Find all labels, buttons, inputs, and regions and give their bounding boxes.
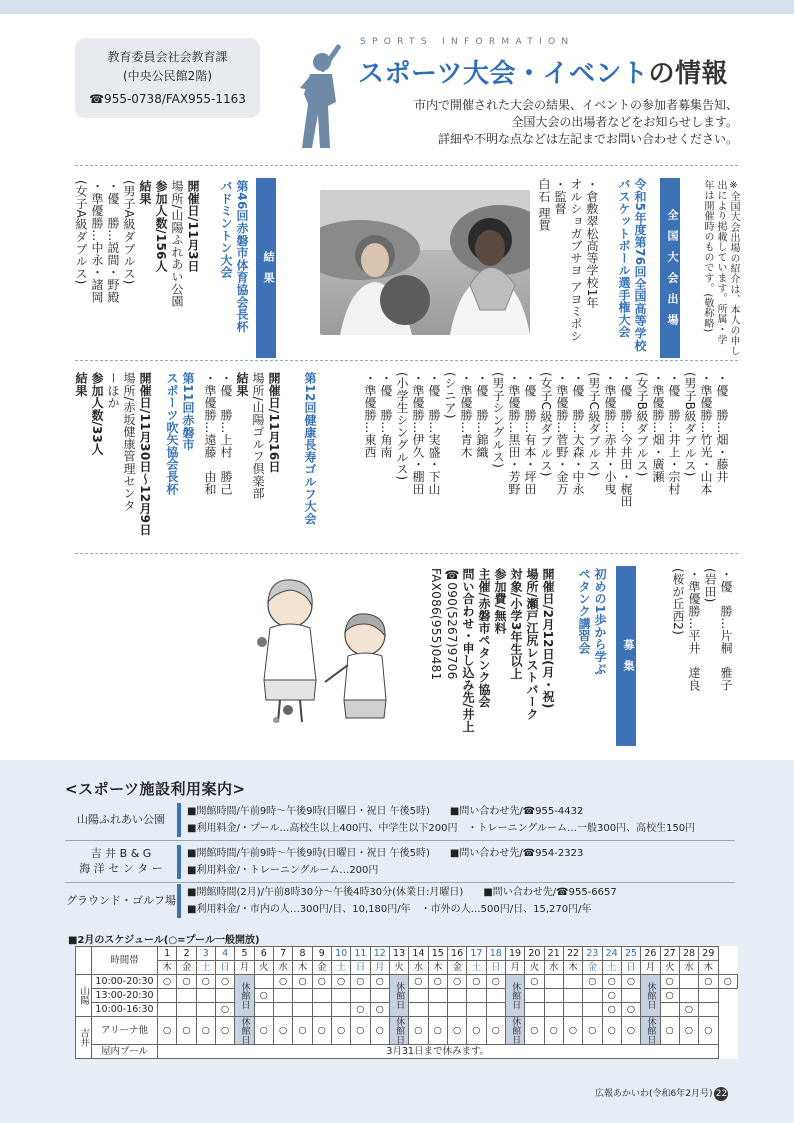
day-number: 18 (486, 947, 505, 961)
schedule-cell: ○ (254, 989, 273, 1003)
result-line: ・準優勝…畑・廣瀬 (651, 372, 665, 483)
weekday: 金 (447, 961, 466, 975)
schedule-cell (293, 1003, 312, 1017)
national-event-title: 令和5年度第76回全国高等学校 バスケットボール選手権大会 (617, 178, 647, 352)
day-number: 8 (293, 947, 312, 961)
day-number: 12 (370, 947, 389, 961)
result-line: ・準優勝…竹光・山本 (699, 372, 713, 495)
schedule-cell (447, 989, 466, 1003)
divider (75, 360, 738, 361)
badminton-details: 開催日/11月3日 場所/山陽ふれあい公園 参加人数/156人 結果 (男子A級ダブルス) ・優 勝…説間・野殿 ・準優勝…中永・諸岡 (女子A級ダブルス) (74, 180, 200, 308)
facility-fees: ■利用料金/・プール…高校生以上400円、中学生以下200円 ・トレーニングルーム…一般300円、高校生150円 (187, 823, 696, 834)
petanque-title: 初めの1歩から学ぶ ペタンク講習会 (577, 568, 607, 676)
weekday: 月 (235, 961, 254, 975)
weekday: 火 (389, 961, 408, 975)
result-line: (女子C級ダブルス) (539, 372, 553, 477)
schedule-cell (660, 1003, 679, 1017)
schedule-cell (428, 989, 447, 1003)
facility-hours: ■開館時間/午前9時〜午後9時(日曜日・祝日 午後5時) ■問い合わせ先/☎955-4432 (187, 806, 584, 817)
contact-office: 教育委員会社会教育課 (107, 50, 228, 64)
page-title: スポーツ大会・イベントの情報 (358, 59, 728, 89)
schedule-cell (525, 989, 544, 1003)
schedule-cell (486, 989, 505, 1003)
schedule-cell (447, 1003, 466, 1017)
day-number: 10 (331, 947, 350, 961)
schedule-cell (177, 1003, 196, 1017)
schedule-cell: ○ (699, 975, 718, 989)
schedule-cell (254, 975, 273, 989)
result-line: (女子B級ダブルス) (635, 372, 649, 477)
result-line: ・準優勝…東西 (363, 372, 377, 459)
schedule-cell: ○ (621, 1003, 640, 1017)
weekday: 土 (602, 961, 621, 975)
schedule-cell: ○ (331, 975, 350, 989)
weekday: 土 (467, 961, 486, 975)
contact-phone: ☎955-0738/FAX955-1163 (89, 92, 246, 106)
weekday: 火 (660, 961, 679, 975)
day-number: 17 (467, 947, 486, 961)
schedule-cell: ○ (544, 1017, 563, 1045)
basketball-photo (320, 190, 530, 335)
time-slot: 10:00-20:30 (92, 975, 158, 989)
pool-label: 屋内プール (92, 1045, 158, 1059)
result-line: ・準優勝…黒田・芳野 (507, 372, 521, 495)
day-number: 24 (602, 947, 621, 961)
schedule-cell (699, 1003, 718, 1017)
schedule-cell: ○ (602, 989, 621, 1003)
closed-cell: 休館日 (641, 975, 660, 1017)
accent-bar (177, 803, 181, 837)
schedule-cell (196, 989, 215, 1003)
schedule-cell (273, 1003, 292, 1017)
results-heading: 結果 (256, 178, 276, 358)
schedule-cell: ○ (370, 975, 389, 989)
result-line: ・優 勝…角南 (379, 372, 393, 459)
schedule-cell: ○ (177, 1017, 196, 1045)
golf-details: 開催日/11月16日 場所/山陽ゴルフ倶楽部 結果 ・優 勝…上村 勝己 ・準優勝…遠藤 由和 (203, 372, 281, 500)
time-slot: 10:00-16:30 (92, 1003, 158, 1017)
schedule-cell: ○ (467, 1017, 486, 1045)
schedule-cell (370, 989, 389, 1003)
facility-hours: ■開館時間(2月)/午前8時30分〜午後4時30分(休業日:月曜日) ■問い合わせ先/☎955-6657 (187, 887, 617, 898)
weekday: 木 (293, 961, 312, 975)
schedule-cell: ○ (602, 1003, 621, 1017)
closed-cell: 休館日 (389, 975, 408, 1017)
day-number: 15 (428, 947, 447, 961)
day-number: 28 (679, 947, 698, 961)
schedule-cell (254, 1003, 273, 1017)
schedule-cell: ○ (718, 975, 737, 989)
divider (75, 165, 738, 166)
page-number: 22 (715, 1089, 728, 1099)
closed-cell: 休館日 (641, 1017, 660, 1045)
facility-name: グラウンド・ゴルフ場 (66, 894, 176, 907)
yoshii-label: 吉井 (76, 1017, 92, 1059)
time-header: 時間帯 (92, 947, 158, 975)
schedule-day-row (76, 947, 738, 961)
day-number: 29 (699, 947, 718, 961)
schedule-cell: ○ (370, 1017, 389, 1045)
schedule-cell (273, 989, 292, 1003)
schedule-cell: ○ (621, 975, 640, 989)
weekday: 水 (679, 961, 698, 975)
weekday: 木 (158, 961, 177, 975)
national-players: ・倉敷翠松高等学校1年 オルショガブサヨ アヨミポシ ・監督 白石 理賀 (537, 178, 599, 343)
schedule-cell (177, 989, 196, 1003)
schedule-cell: ○ (486, 975, 505, 989)
schedule-cell (158, 1003, 177, 1017)
schedule-cell: ○ (196, 1017, 215, 1045)
schedule-cell (215, 989, 234, 1003)
schedule-cell: ○ (312, 975, 331, 989)
result-line: ・優 勝…錦織 (475, 372, 489, 459)
weekday: 水 (544, 961, 563, 975)
footer: 広報あかいわ(令和6年2月号) 22 (595, 1089, 728, 1099)
result-line: ・優 勝…今井田・梶田 (619, 372, 633, 508)
schedule-cell (563, 975, 582, 989)
facility-fees: ■利用料金/・市内の人…300円/日、10,180円/年 ・市外の人…500円/日、15,270円/年 (187, 904, 592, 915)
schedule-cell (312, 1003, 331, 1017)
fukiya-results: ・優 勝…片桐 雅子 (岩田) ・準優勝…平井 達良 (桜が丘西2) (671, 568, 733, 691)
schedule-cell: ○ (409, 975, 428, 989)
result-line: (男子C級ダブルス) (587, 372, 601, 477)
schedule-cell: ○ (196, 975, 215, 989)
result-line: ・優 勝…有本・坪田 (523, 372, 537, 495)
schedule-cell: ○ (699, 1017, 718, 1045)
day-number: 14 (409, 947, 428, 961)
schedule-cell (699, 989, 718, 1003)
facility-ground-golf (65, 884, 735, 918)
schedule-cell: ○ (158, 975, 177, 989)
schedule-row (76, 1045, 738, 1059)
facilities-title: <スポーツ施設利用案内> (65, 780, 246, 798)
result-line: (男子B級ダブルス) (683, 372, 697, 477)
day-number: 21 (544, 947, 563, 961)
facility-hours: ■開館時間/午前9時〜午後9時(日曜日・祝日 午後5時) ■問い合わせ先/☎954-2323 (187, 848, 584, 859)
weekday: 金 (177, 961, 196, 975)
schedule-cell (583, 1003, 602, 1017)
day-number: 20 (525, 947, 544, 961)
petanque-details: 開催日/2月12日(月・祝) 場所/瀬戸江尻レストパーク 対象/小学3年生以上 参加費/無料 主催/赤磐市ペタンク協会 問い合わせ・申し込み先/井上 ☎090(5267)9706 FAX086(955)0481 (429, 568, 555, 733)
divider (75, 553, 738, 554)
fukiya-details: 開催日/11月30日〜12月9日 場所/赤坂健康管理センタ ーほか 参加人数/33人 結果 (74, 372, 152, 536)
schedule-cell (293, 989, 312, 1003)
arena-label: アリーナ他 (92, 1017, 158, 1045)
schedule-cell (312, 989, 331, 1003)
result-line: (男子シングルス) (491, 372, 505, 469)
schedule-cell: ○ (660, 975, 679, 989)
result-line: ・準優勝…菅野・金万 (555, 372, 569, 495)
schedule-cell: ○ (447, 1017, 466, 1045)
schedule-cell: ○ (351, 1017, 370, 1045)
weekday: 日 (215, 961, 234, 975)
sports-information-label: SPORTS INFORMATION (360, 37, 575, 47)
contact-box (75, 38, 260, 118)
day-number: 23 (583, 947, 602, 961)
accent-bar (177, 884, 181, 918)
schedule-cell: ○ (215, 1017, 234, 1045)
day-number: 25 (621, 947, 640, 961)
weekday: 日 (351, 961, 370, 975)
schedule-cell: ○ (293, 1017, 312, 1045)
schedule-cell: ○ (679, 1003, 698, 1017)
petanque-players-illustration (240, 560, 415, 730)
day-number: 1 (158, 947, 177, 961)
intro-text: 市内で開催された大会の結果、イベントの参加者募集告知、 全国大会の出場者などをお知らせします。 詳細や不明な点などは左記までお問い合わせください。 (413, 98, 738, 146)
day-number: 27 (660, 947, 679, 961)
schedule-cell: ○ (351, 1003, 370, 1017)
recruit-heading: 募集 (616, 566, 636, 746)
closed-cell: 休館日 (505, 1017, 524, 1045)
schedule-cell (467, 1003, 486, 1017)
schedule-cell (467, 989, 486, 1003)
schedule-cell: ○ (525, 1017, 544, 1045)
result-line: ・優 勝…畑・藤井 (715, 372, 729, 483)
schedule-row (76, 975, 738, 989)
weekday: 土 (331, 961, 350, 975)
day-number: 2 (177, 947, 196, 961)
schedule-cell: ○ (177, 975, 196, 989)
schedule-cell (544, 989, 563, 1003)
contact-place: (中央公民館2階) (123, 69, 212, 83)
result-line: (シニア) (443, 372, 457, 419)
schedule-cell: ○ (583, 1017, 602, 1045)
result-line: ・優 勝…実盛・下山 (427, 372, 441, 495)
day-number: 19 (505, 947, 524, 961)
schedule-cell: ○ (583, 975, 602, 989)
weekday: 金 (312, 961, 331, 975)
schedule-table (75, 946, 738, 1059)
schedule-cell: ○ (215, 1003, 234, 1017)
facility-name: 山陽ふれあい公園 (77, 813, 165, 826)
top-band (0, 0, 794, 14)
divider (65, 840, 735, 841)
result-line: ・準優勝…青木 (459, 372, 473, 459)
fukiya-title: 第11回赤磐市 スポーツ吹矢協会長杯 (165, 372, 195, 495)
accent-bar (177, 845, 181, 879)
schedule-cell: ○ (602, 1017, 621, 1045)
schedule-cell (563, 1003, 582, 1017)
day-number: 11 (351, 947, 370, 961)
schedule-cell: ○ (215, 975, 234, 989)
weekday: 水 (409, 961, 428, 975)
facility-name: 吉 井 B & G 海 洋 セ ン タ ー (79, 847, 163, 875)
national-heading: 全国大会出場 (660, 178, 680, 358)
schedule-cell: ○ (409, 1017, 428, 1045)
day-number: 22 (563, 947, 582, 961)
weekday: 月 (641, 961, 660, 975)
schedule-cell (486, 1003, 505, 1017)
schedule-cell (621, 989, 640, 1003)
weekday: 火 (525, 961, 544, 975)
schedule-cell: ○ (331, 1017, 350, 1045)
schedule-cell (331, 989, 350, 1003)
weekday: 日 (621, 961, 640, 975)
schedule-cell: ○ (273, 1017, 292, 1045)
schedule-cell: ○ (428, 975, 447, 989)
schedule-cell: ○ (563, 1017, 582, 1045)
day-number: 9 (312, 947, 331, 961)
schedule-cell (583, 989, 602, 1003)
national-note: ※全国大会出場の紹介は、本人の申し 出により掲載しています。所属・学 年は開催時のものです。(敬称略) (702, 180, 739, 357)
day-number: 7 (273, 947, 292, 961)
schedule-title: ■2月のスケジュール(○=プール一般開放) (68, 935, 260, 946)
schedule-cell (525, 1003, 544, 1017)
badminton-title: 第46回赤磐市体育協会長杯 バドミントン大会 (219, 180, 249, 333)
result-line: ・準優勝…伊久・棚田 (411, 372, 425, 495)
day-number: 13 (389, 947, 408, 961)
schedule-cell: ○ (273, 975, 292, 989)
schedule-cell: ○ (660, 1017, 679, 1045)
facility-sanyo (65, 803, 735, 837)
schedule-cell (428, 1003, 447, 1017)
weekday: 月 (370, 961, 389, 975)
day-number: 3 (196, 947, 215, 961)
facility-yoshii (65, 845, 735, 879)
schedule-cell (158, 989, 177, 1003)
pool-note: 3月31日まで休みます。 (158, 1045, 719, 1059)
schedule-cell: ○ (679, 1017, 698, 1045)
result-line: (小学生シングルス) (395, 372, 409, 481)
schedule-cell (409, 989, 428, 1003)
schedule-cell: ○ (158, 1017, 177, 1045)
schedule-cell: ○ (351, 975, 370, 989)
schedule-cell: ○ (428, 1017, 447, 1045)
facility-fees: ■利用料金/・トレーニングルーム…200円 (187, 865, 379, 876)
schedule-row (76, 1017, 738, 1045)
badminton-results-list (362, 372, 730, 544)
weekday: 月 (505, 961, 524, 975)
result-line: ・準優勝…赤井・小曳 (603, 372, 617, 495)
baseball-batter-icon (282, 40, 352, 150)
result-line: ・優 勝…大森・中永 (571, 372, 585, 495)
schedule-cell: ○ (254, 1017, 273, 1045)
weekday: 木 (428, 961, 447, 975)
closed-cell: 休館日 (235, 1017, 254, 1045)
sanyo-label: 山陽 (76, 975, 92, 1017)
day-number: 26 (641, 947, 660, 961)
schedule-cell (679, 989, 698, 1003)
golf-title: 第12回健康長寿ゴルフ大会 (303, 372, 317, 525)
weekday: 火 (254, 961, 273, 975)
schedule-cell (563, 989, 582, 1003)
schedule-cell: ○ (660, 989, 679, 1003)
weekday: 水 (273, 961, 292, 975)
schedule-cell (544, 975, 563, 989)
closed-cell: 休館日 (389, 1017, 408, 1045)
schedule-cell (679, 975, 698, 989)
day-number: 6 (254, 947, 273, 961)
schedule-cell: ○ (312, 1017, 331, 1045)
schedule-cell (409, 1003, 428, 1017)
weekday: 日 (486, 961, 505, 975)
schedule-cell: ○ (447, 975, 466, 989)
schedule-cell (196, 1003, 215, 1017)
weekday: 木 (699, 961, 718, 975)
closed-cell: 休館日 (235, 975, 254, 1017)
weekday: 土 (196, 961, 215, 975)
result-line: ・優 勝…井上・宗村 (667, 372, 681, 495)
weekday: 金 (583, 961, 602, 975)
schedule-cell (331, 1003, 350, 1017)
schedule-cell: ○ (486, 1017, 505, 1045)
schedule-cell: ○ (525, 975, 544, 989)
schedule-cell: ○ (370, 1003, 389, 1017)
schedule-cell: ○ (467, 975, 486, 989)
day-number: 16 (447, 947, 466, 961)
schedule-cell: ○ (621, 1017, 640, 1045)
schedule-weekday-row (76, 961, 738, 975)
schedule-cell (351, 989, 370, 1003)
schedule-cell (544, 1003, 563, 1017)
divider (65, 882, 735, 883)
schedule-cell: ○ (602, 975, 621, 989)
schedule-cell: ○ (293, 975, 312, 989)
day-number: 5 (235, 947, 254, 961)
weekday: 木 (563, 961, 582, 975)
time-slot: 13:00-20:30 (92, 989, 158, 1003)
closed-cell: 休館日 (505, 975, 524, 1017)
day-number: 4 (215, 947, 234, 961)
